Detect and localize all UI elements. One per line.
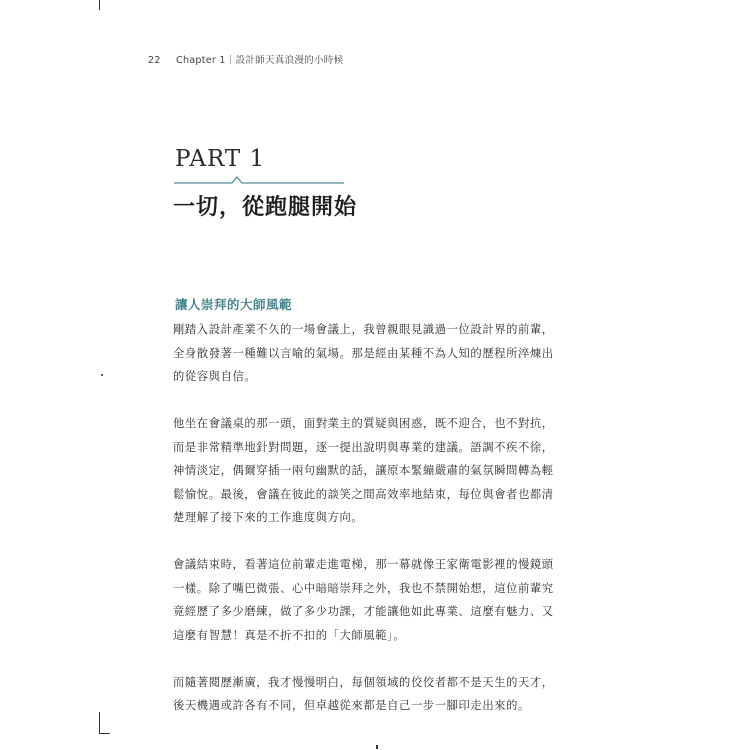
crop-mark-bottom-dot bbox=[376, 745, 378, 749]
text-line: 竟經歷了多少磨練，做了多少功課，才能讓他如此專業、這麼有魅力、又 bbox=[173, 605, 554, 618]
crop-mark-top bbox=[99, 0, 100, 10]
body-text bbox=[173, 318, 568, 741]
divider-line bbox=[174, 177, 344, 183]
section-heading: 讓人崇拜的大師風範 bbox=[175, 297, 293, 312]
part-label: PART 1 bbox=[175, 146, 266, 172]
chapter-title: 一切，從跑腿開始 bbox=[173, 195, 358, 220]
text-line: 會議結束時，看著這位前輩走進電梯，那一幕就像王家衛電影裡的慢鏡頭 bbox=[173, 558, 554, 571]
text-line: 他坐在會議桌的那一頭，面對業主的質疑與困惑，既不迎合，也不對抗， bbox=[173, 417, 554, 430]
page-number: 22 bbox=[148, 55, 161, 66]
running-header bbox=[148, 52, 343, 66]
part-divider-rule bbox=[174, 174, 344, 188]
crop-mark-bottom-horizontal bbox=[99, 733, 110, 734]
text-line: 楚理解了接下來的工作進度與方向。 bbox=[173, 511, 364, 524]
text-line: 而是非常精準地針對問題，逐一提出說明與專業的建議。語調不疾不徐， bbox=[173, 440, 554, 454]
paragraph-3 bbox=[173, 553, 568, 647]
text-line: 這麼有智慧！真是不折不扣的「大師風範」。 bbox=[173, 628, 406, 642]
paragraph-4 bbox=[173, 671, 568, 718]
text-line: 剛踏入設計產業不久的一場會議上，我曾親眼見識過一位設計界的前輩， bbox=[173, 323, 554, 336]
paragraph-1 bbox=[173, 318, 568, 389]
text-line: 全身散發著一種難以言喻的氣場。那是經由某種不為人知的歷程所淬煉出 bbox=[173, 346, 554, 360]
text-line: 鬆愉悅。最後，會議在彼此的談笑之間高效率地結束，每位與會者也都清 bbox=[173, 487, 554, 501]
text-line: 一樣。除了嘴巴微張、心中暗暗崇拜之外，我也不禁開始想，這位前輩究 bbox=[173, 581, 554, 595]
text-line: 而隨著閱歷漸廣，我才慢慢明白，每個領域的佼佼者都不是天生的天才， bbox=[173, 675, 554, 689]
text-line: 的從容與自信。 bbox=[173, 370, 257, 383]
chapter-label: Chapter 1｜設計師天真浪漫的小時候 bbox=[176, 55, 344, 66]
text-line: 後天機遇或許各有不同，但卓越從來都是自己一步一腳印走出來的。 bbox=[173, 699, 530, 712]
paragraph-2 bbox=[173, 412, 568, 530]
crop-mark-left-dot bbox=[101, 374, 103, 376]
crop-mark-bottom-vertical bbox=[99, 712, 100, 734]
text-line: 神情淡定，偶爾穿插一兩句幽默的話，讓原本緊繃嚴肅的氣氛瞬間轉為輕 bbox=[173, 464, 554, 477]
